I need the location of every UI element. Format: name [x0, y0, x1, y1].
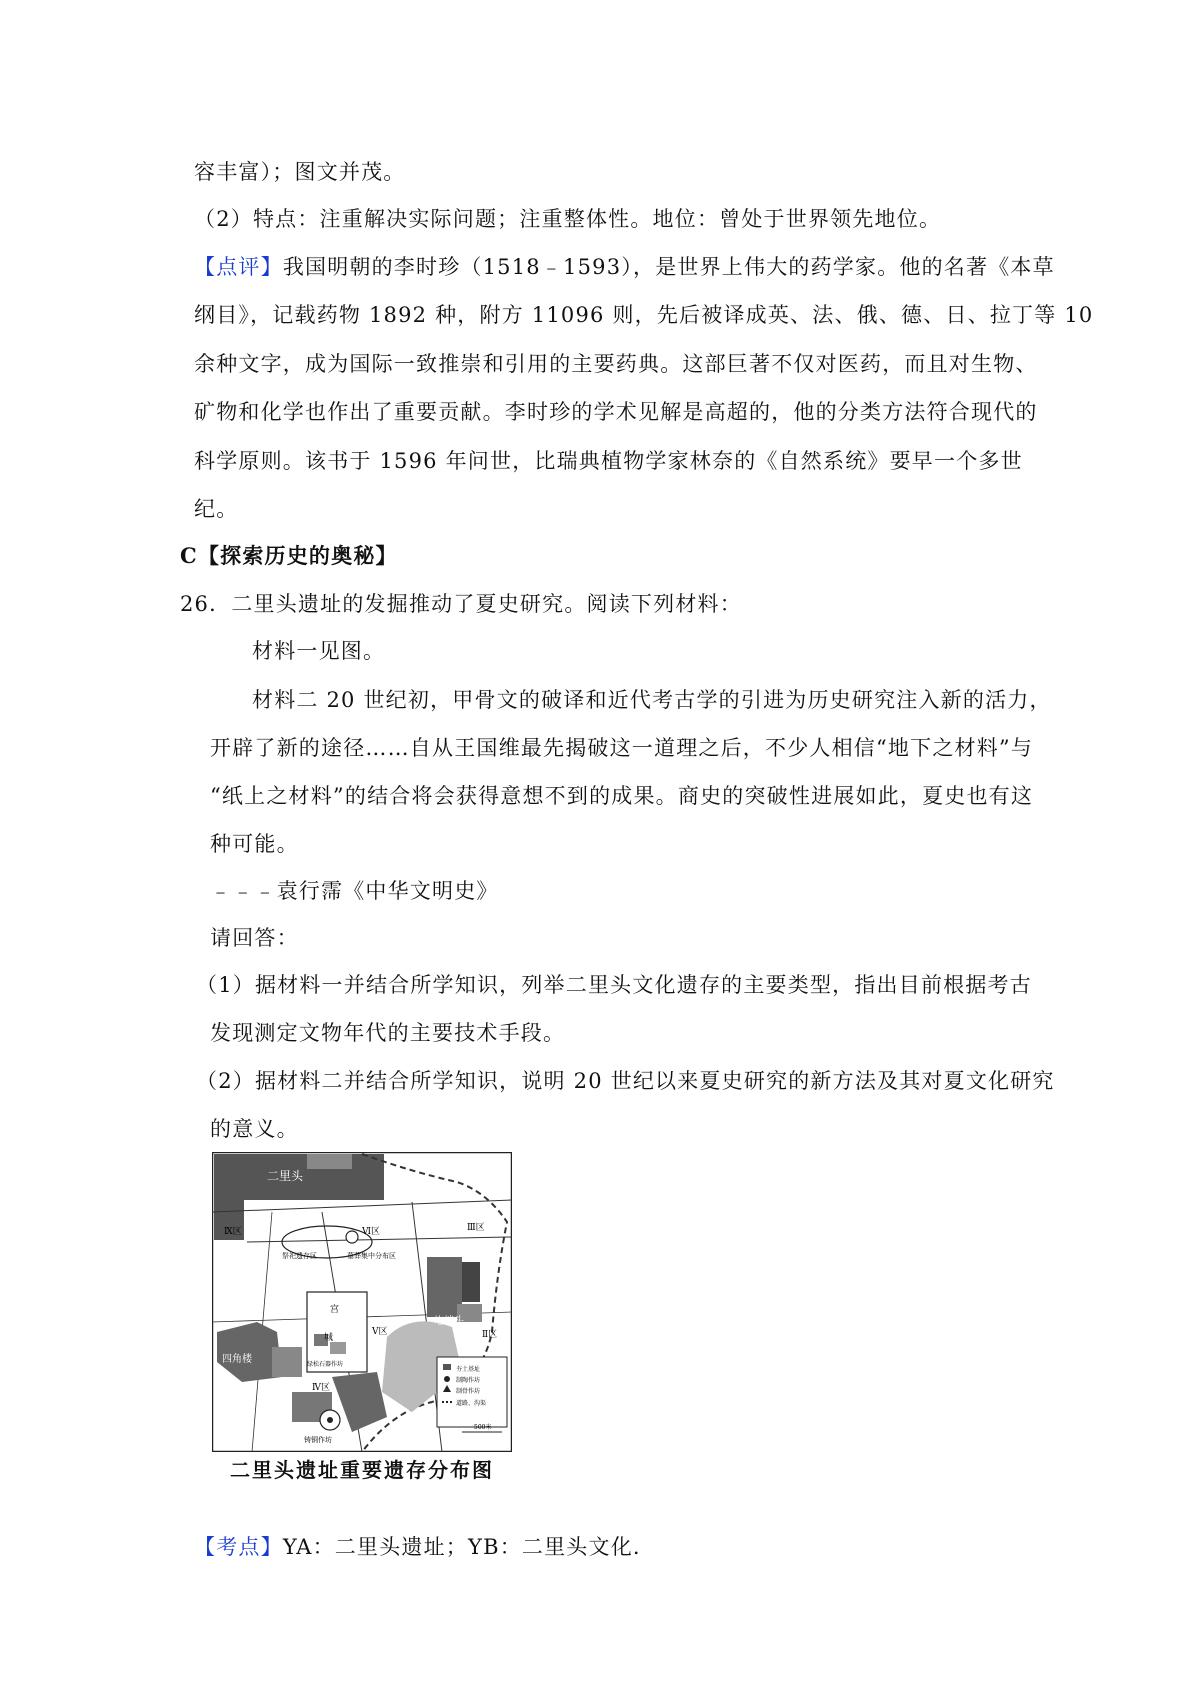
text-line: 发现测定文物年代的主要技术手段。 [210, 1021, 566, 1045]
text-line: “纸上之材料”的结合将会获得意想不到的成果。商史的突破性进展如此，夏史也有这 [210, 784, 1034, 808]
source-citation: ﹣﹣﹣袁行霈《中华文明史》 [210, 879, 499, 903]
legend-label: 制陶作坊 [456, 1377, 481, 1384]
comment-tag: 【点评】 [194, 255, 283, 279]
erlitou-site-map [212, 1152, 512, 1478]
question-title: 26．二里头遗址的发掘推动了夏史研究。阅读下列材料： [180, 592, 742, 616]
map-label: 墓葬集中分布区 [347, 1252, 396, 1260]
map-label: 城 [324, 1333, 334, 1343]
text-line: 的意义。 [210, 1117, 299, 1141]
gedangtou-block [427, 1257, 462, 1317]
map-label: 祭祀遗存区 [282, 1252, 317, 1260]
legend-label: 道路、沟渠 [456, 1400, 487, 1407]
map-label: 铸铜作坊 [304, 1436, 332, 1444]
map-label: Ⅳ区 [312, 1383, 330, 1393]
map-label: Ⅲ区 [467, 1223, 485, 1233]
text-line: 开辟了新的途径……自从王国维最先揭破这一道理之后，不少人相信“地下之材料”与 [210, 736, 1034, 760]
text-line: 余种文字，成为国际一致推崇和引用的主要药典。这部巨著不仅对医药，而且对生物、 [194, 352, 1038, 376]
site-map-svg [212, 1152, 512, 1452]
legend-label: 夯土基址 [456, 1366, 481, 1373]
text-line: 容丰富）；图文并茂。 [194, 160, 406, 184]
map-label: Ⅸ区 [224, 1227, 242, 1237]
text-line: 材料二 20 世纪初，甲骨文的破译和近代考古学的引进为历史研究注入新的活力， [252, 688, 1052, 712]
text-line: 我国明朝的李时珍（1518﹣1593），是世界上伟大的药学家。他的名著《本草 [282, 255, 1055, 279]
scale-label: 500米 [474, 1424, 492, 1431]
text-line: 矿物和化学也作出了重要贡献。李时珍的学术见解是高超的，他的分类方法符合现代的 [194, 400, 1038, 424]
map-label: 二里头 [267, 1169, 304, 1183]
kaodian-tag: 【考点】 [194, 1535, 283, 1559]
map-label: 圪垱头 [434, 1316, 464, 1327]
comment-paragraph [194, 252, 1055, 282]
text-line: 请回答： [210, 926, 299, 950]
text-line: 种可能。 [210, 832, 299, 856]
text-line: （1）据材料一并结合所学知识，列举二里头文化遗存的主要类型，指出目前根据考古 [196, 973, 1032, 997]
map-label: 宫 [330, 1305, 340, 1315]
map-label: 四角楼 [222, 1354, 252, 1365]
text-line: 科学原则。该书于 1596 年问世，比瑞典植物学家林奈的《自然系统》要早一个多世 [194, 449, 1023, 473]
text-line: 材料一见图。 [252, 639, 386, 663]
map-label: Ⅴ区 [372, 1327, 388, 1337]
text-line: （2）特点：注重解决实际问题；注重整体性。地位：曾处于世界领先地位。 [194, 207, 942, 231]
text-line: 纲目》，记载药物 1892 种，附方 11096 则，先后被译成英、法、俄、德、日、拉丁等 10 [194, 303, 1094, 327]
palace-wall [307, 1292, 367, 1372]
map-caption: 二里头遗址重要遗存分布图 [230, 1458, 494, 1482]
text-line: （2）据材料二并结合所学知识，说明 20 世纪以来夏史研究的新方法及其对夏文化研究 [196, 1069, 1055, 1093]
section-heading: C【探索历史的奥秘】 [180, 543, 398, 568]
map-label: Ⅵ区 [362, 1227, 381, 1237]
legend-label: 制骨作坊 [456, 1388, 481, 1395]
text-line: 纪。 [194, 497, 239, 521]
kaodian-paragraph [194, 1532, 641, 1562]
text-line: YA：二里头遗址；YB：二里头文化. [282, 1535, 641, 1559]
map-label: 绿松石器作坊 [307, 1361, 344, 1368]
map-label: Ⅱ区 [482, 1330, 498, 1340]
